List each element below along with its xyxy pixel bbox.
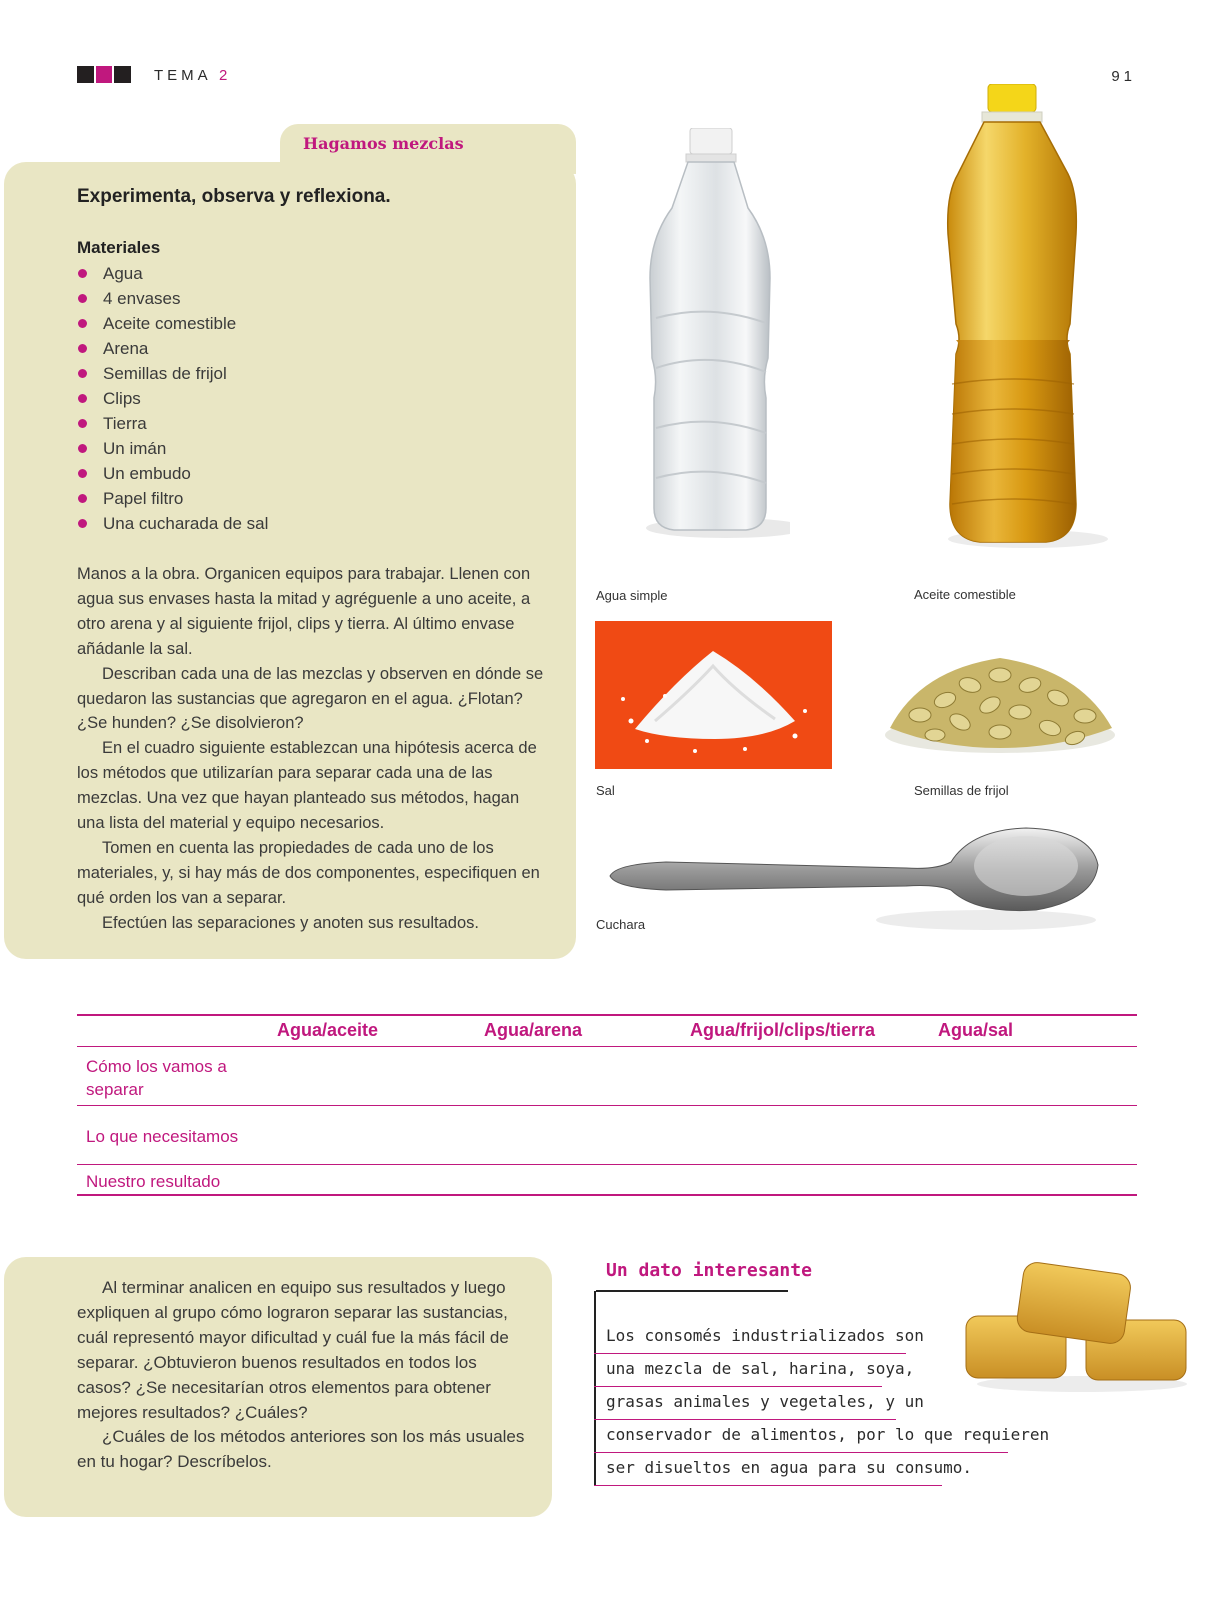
beans-photo <box>880 640 1120 760</box>
fact-title: Un dato interesante <box>606 1260 812 1281</box>
material-label: Un imán <box>103 438 167 458</box>
list-item <box>77 336 268 361</box>
list-item <box>77 411 268 436</box>
material-label: 4 envases <box>103 288 181 308</box>
list-item <box>77 486 268 511</box>
section-word: TEMA <box>154 67 211 84</box>
fact-line: conservador de alimentos, por lo que requieren <box>606 1425 1050 1444</box>
page-number: 91 <box>1111 68 1136 85</box>
bullet-icon <box>78 519 87 528</box>
row-header: Lo que necesitamos <box>86 1127 239 1146</box>
paragraph: Describan cada una de las mezclas y observen en dónde se quedaron las sustancias que agregaron en el agua. ¿Flotan? ¿Se hunden? ¿Se disolvieron? <box>77 664 544 733</box>
material-label: Arena <box>103 338 149 358</box>
row-header: Nuestro resultado <box>86 1172 221 1191</box>
bouillon-cubes-photo <box>962 1262 1194 1394</box>
bullet-icon <box>78 269 87 278</box>
spoon-photo <box>606 820 1106 940</box>
fact-line: una mezcla de sal, harina, soya, <box>606 1359 915 1378</box>
spoon-caption: Cuchara <box>596 917 646 932</box>
bullet-icon <box>78 394 87 403</box>
fact-rule <box>594 1452 1008 1453</box>
salt-photo <box>595 621 832 769</box>
column-header: Agua/frijol/clips/tierra <box>690 1020 876 1040</box>
fact-line: ser disueltos en agua para su consumo. <box>606 1458 973 1477</box>
color-bar <box>114 66 131 83</box>
bullet-icon <box>78 444 87 453</box>
paragraph: Tomen en cuenta las propiedades de cada uno de los materiales, y, si hay más de dos componentes, especifiquen en qué orden los van a separar. <box>77 838 540 907</box>
fact-line: grasas animales y vegetales, y un <box>606 1392 924 1411</box>
material-label: Semillas de frijol <box>103 363 227 383</box>
material-label: Un embudo <box>103 463 191 483</box>
fact-rule <box>594 1386 882 1387</box>
bullet-icon <box>78 469 87 478</box>
material-label: Aceite comestible <box>103 313 237 333</box>
table-rule <box>77 1014 1137 1016</box>
material-label: Agua <box>103 263 143 283</box>
paragraph: Manos a la obra. Organicen equipos para trabajar. Llenen con agua sus envases hasta la mitad y agréguenle a uno aceite, a otro arena y al siguiente frijol, clips y tierra. Al último envase añádanle la sal. <box>77 565 531 658</box>
fact-rule <box>594 1485 942 1486</box>
closing-text <box>77 1276 533 1475</box>
material-label: Una cucharada de sal <box>103 513 269 533</box>
column-header: Agua/sal <box>938 1020 1014 1040</box>
activity-tab-label: Hagamos mezclas <box>303 134 464 153</box>
material-label: Tierra <box>103 413 147 433</box>
oil-caption: Aceite comestible <box>914 587 1016 602</box>
bullet-icon <box>78 494 87 503</box>
fact-title-underline <box>596 1290 788 1292</box>
list-item <box>77 386 268 411</box>
color-bar <box>96 66 113 83</box>
row-header: Cómo los vamos a separar <box>86 1057 227 1099</box>
fact-vertical-rule <box>594 1291 596 1486</box>
water-caption: Agua simple <box>596 588 668 603</box>
list-item <box>77 511 268 536</box>
table-rule <box>77 1105 1137 1106</box>
list-item <box>77 261 268 286</box>
column-header: Agua/aceite <box>277 1020 379 1040</box>
paragraph: Efectúen las separaciones y anoten sus resultados. <box>102 913 479 932</box>
material-label: Papel filtro <box>103 488 184 508</box>
fact-rule <box>594 1419 896 1420</box>
salt-caption: Sal <box>596 783 615 798</box>
table-rule <box>77 1194 1137 1196</box>
paragraph: En el cuadro siguiente establezcan una hipótesis acerca de los métodos que utilizarían para separar cada una de las mezclas. Una vez que hayan planteado sus métodos, hagan una lista del material y equipo necesarios. <box>77 739 537 833</box>
materials-title: Materiales <box>77 238 161 257</box>
fact-rule <box>594 1353 906 1354</box>
list-item <box>77 286 268 311</box>
bullet-icon <box>78 344 87 353</box>
section-number: 2 <box>219 67 232 84</box>
activity-instructions <box>77 562 551 936</box>
list-item <box>77 361 268 386</box>
color-bar <box>77 66 94 83</box>
list-item <box>77 436 268 461</box>
paragraph: Al terminar analicen en equipo sus resultados y luego expliquen al grupo cómo lograron separar las sustancias, cuál representó mayor dificultad y cuál fue la más fácil de separar. ¿Obtuvieron buenos resultados en todos los casos? ¿Se necesitarían otros elementos para obtener mejores resultados? ¿Cuáles? <box>77 1278 509 1422</box>
activity-heading: Experimenta, observa y reflexiona. <box>77 186 391 207</box>
table-rule <box>77 1164 1137 1165</box>
material-label: Clips <box>103 388 141 408</box>
table-rule <box>77 1046 1137 1047</box>
section-color-bars <box>77 66 131 83</box>
bullet-icon <box>78 294 87 303</box>
list-item <box>77 311 268 336</box>
section-title <box>154 67 231 84</box>
materials-list <box>77 261 268 536</box>
beans-caption: Semillas de frijol <box>914 783 1009 798</box>
oil-bottle-photo <box>918 84 1108 554</box>
column-header: Agua/arena <box>484 1020 583 1040</box>
list-item <box>77 461 268 486</box>
bullet-icon <box>78 419 87 428</box>
paragraph: ¿Cuáles de los métodos anteriores son los más usuales en tu hogar? Descríbelos. <box>77 1427 525 1472</box>
fact-line: Los consomés industrializados son <box>606 1326 924 1345</box>
water-bottle-photo <box>630 128 790 548</box>
bullet-icon <box>78 319 87 328</box>
bullet-icon <box>78 369 87 378</box>
